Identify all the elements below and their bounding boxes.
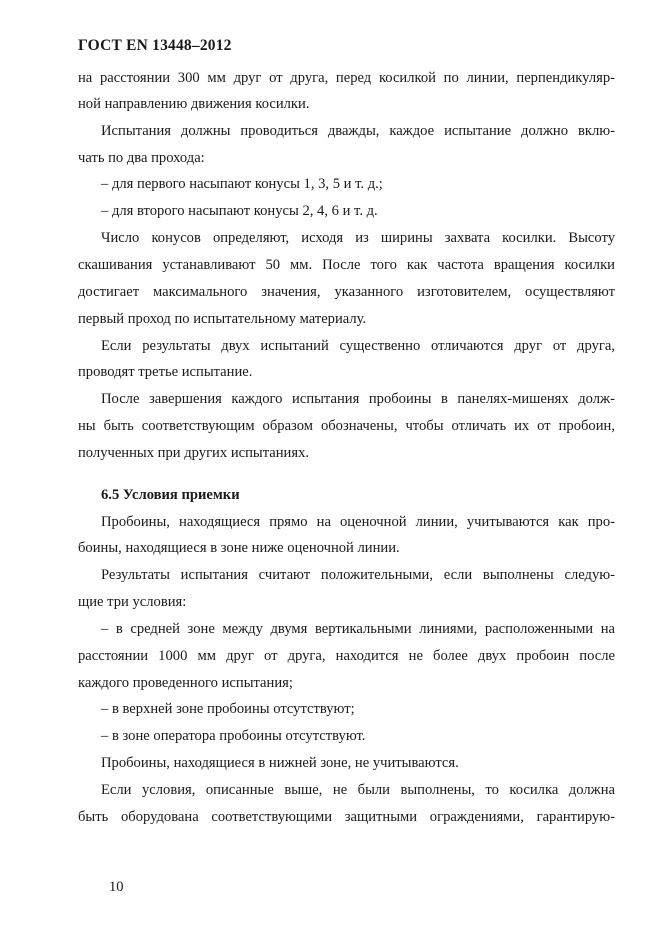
section-heading: 6.5 Условия приемки: [101, 487, 240, 503]
list-item: – для второго насыпают конусы 2, 4, 6 и т. д.: [101, 203, 378, 219]
text-line: первый проход по испытательному материалу.: [78, 311, 367, 327]
list-item: – в зоне оператора пробоины отсутствуют.: [101, 728, 366, 744]
text-line: расстоянии 1000 мм друг от друга, находится не более двух пробоин после: [78, 648, 615, 664]
text-line: Число конусов определяют, исходя из ширины захвата косилки. Высоту: [101, 230, 615, 246]
text-line: проводят третье испытание.: [78, 364, 253, 380]
text-line: ной направлению движения косилки.: [78, 96, 310, 112]
text-line: Испытания должны проводиться дважды, каждое испытание должно вклю-: [101, 123, 615, 139]
list-item: – в средней зоне между двумя вертикальными линиями, расположенными на: [101, 621, 615, 637]
text-line: ны быть соответствующим образом обозначены, чтобы отличать их от пробоин,: [78, 418, 615, 434]
text-line: достигает максимального значения, указанного изготовителем, осуществляют: [78, 284, 615, 300]
text-line: каждого проведенного испытания;: [78, 675, 293, 691]
text-line: Если условия, описанные выше, не были выполнены, то косилка должна: [101, 782, 615, 798]
text-line: боины, находящиеся в зоне ниже оценочной линии.: [78, 540, 400, 556]
list-item: – для первого насыпают конусы 1, 3, 5 и т. д.;: [101, 176, 383, 192]
text-line: быть оборудована соответствующими защитными ограждениями, гарантирую-: [78, 809, 615, 825]
list-item: – в верхней зоне пробоины отсутствуют;: [101, 701, 355, 717]
text-line: скашивания устанавливают 50 мм. После того как частота вращения косилки: [78, 257, 615, 273]
text-line: Если результаты двух испытаний существенно отличаются друг от друга,: [101, 338, 615, 354]
page-number: 10: [109, 879, 124, 895]
text-line: полученных при других испытаниях.: [78, 445, 310, 461]
text-line: Пробоины, находящиеся в нижней зоне, не учитываются.: [101, 755, 459, 771]
text-line: Пробоины, находящиеся прямо на оценочной линии, учитываются как про-: [101, 514, 615, 530]
text-line: щие три условия:: [78, 594, 187, 610]
document-header: ГОСТ EN 13448–2012: [78, 37, 232, 54]
text-line: Результаты испытания считают положительными, если выполнены следую-: [101, 567, 615, 583]
text-line: После завершения каждого испытания пробоины в панелях-мишенях долж-: [101, 391, 615, 407]
text-line: чать по два прохода:: [78, 150, 205, 166]
text-line: на расстоянии 300 мм друг от друга, перед косилкой по линии, перпендикуляр-: [78, 70, 615, 86]
